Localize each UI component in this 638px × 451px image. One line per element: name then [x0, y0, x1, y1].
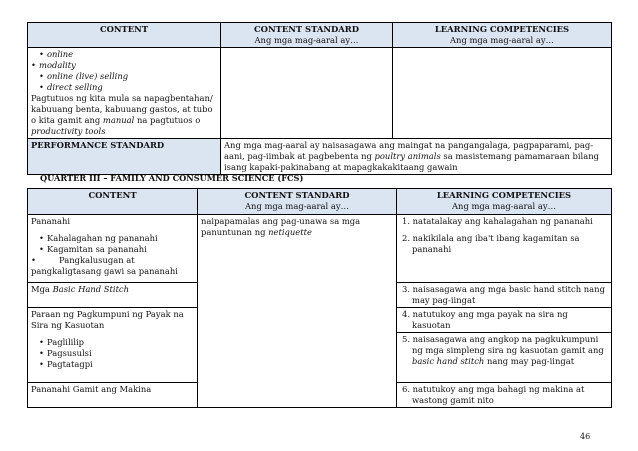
table-q3-fcs [27, 188, 612, 408]
list-item: • online (live) selling [31, 71, 217, 82]
competency-cell [397, 215, 612, 283]
header-learning-competencies: LEARNING COMPETENCIES Ang mga mag-aaral ay… [397, 189, 612, 215]
header-content: CONTENT [28, 189, 198, 215]
page-number: 46 [580, 432, 591, 441]
list-item: • Kagamitan sa pananahi [31, 244, 194, 255]
table-q2-continuation [27, 22, 612, 175]
content-text: Pagtutuos ng kita mula sa napagbentahan/ kabuuang benta, kabuuang gastos, at tubo o kita gamit ang [31, 93, 213, 125]
performance-standard-row [28, 139, 612, 175]
competency-item: 2. nakikilala ang iba't ibang kagamitan sa pananahi [402, 233, 580, 254]
list-item: • Kahalagahan ng pananahi [31, 233, 194, 244]
header-content-standard: CONTENT STANDARD Ang mga mag-aaral ay… [221, 23, 393, 48]
competency-item: 3. naisasagawa ang mga basic hand stitch nang may pag-iingat [402, 284, 605, 305]
bullet-list [31, 49, 217, 93]
list-item: • online [31, 49, 217, 60]
list-item: • direct selling [31, 82, 217, 93]
list-item: • Pangkalusugan at [31, 255, 194, 266]
table-row [28, 48, 612, 139]
content-cell [28, 215, 198, 283]
competency-cell [397, 308, 612, 383]
section-title: QUARTER III – FAMILY AND CONSUMER SCIENCE (FCS) [40, 173, 304, 183]
competency-item: 4. natutukoy ang mga payak na sira ng kasuotan [402, 309, 568, 330]
content-title: Pananahi [31, 216, 71, 226]
standard-cell [221, 48, 393, 139]
competency-item: 1. natatalakay ang kahalagahan ng pananahi [402, 216, 593, 226]
content-cell [28, 308, 198, 383]
header-content-standard: CONTENT STANDARD Ang mga mag-aaral ay… [198, 189, 397, 215]
competency-cell [397, 283, 612, 308]
performance-standard-label: PERFORMANCE STANDARD [28, 139, 221, 175]
content-cell [28, 48, 221, 139]
content-text-italic: productivity tools [31, 126, 106, 136]
list-item: • Pagsusulsi [31, 348, 194, 359]
competency-cell [393, 48, 612, 139]
list-item: • modality [31, 60, 217, 71]
table-header-row [28, 189, 612, 215]
competency-item: 5. naisasagawa ang angkop na pagkukumpuni ng mga simpleng sira ng kasuotan gamit ang basic hand stitch nang may pag-iingat [402, 334, 604, 366]
content-text-italic: manual [102, 115, 135, 125]
bullet-list [31, 233, 194, 266]
header-learning-competencies: LEARNING COMPETENCIES Ang mga mag-aaral ay… [393, 23, 612, 48]
list-item: • Pagtatagpi [31, 359, 194, 370]
header-content: CONTENT [28, 23, 221, 48]
standard-cell: naipapamalas ang pag-unawa sa mga panuntunan ng netiquette [198, 215, 397, 408]
performance-standard-text: Ang mga mag-aaral ay naisasagawa ang maingat na pangangalaga, pagpaparami, pag-aani, pag-iimbak at pagbebenta ng poultry animals sa masistemang pamamaraan bilang isang kapaki-pakinabang at mapagkakakitaang gawain [221, 139, 612, 175]
content-text: na pagtutuos o [134, 115, 201, 125]
content-cell: Pananahi Gamit ang Makina [28, 383, 198, 408]
table-row [28, 215, 612, 283]
competency-item: 6. natutukoy ang mga bahagi ng makina at wastong gamit nito [402, 384, 585, 405]
table-header-row [28, 23, 612, 48]
content-cell: Mga Basic Hand Stitch [28, 283, 198, 308]
content-title: Paraan ng Pagkumpuni ng Payak na Sira ng Kasuotan [31, 309, 184, 330]
list-item: • Paglililip [31, 337, 194, 348]
content-text: pangkaligtasang gawi sa pananahi [31, 266, 178, 276]
competency-cell [397, 383, 612, 408]
bullet-list [31, 337, 194, 370]
